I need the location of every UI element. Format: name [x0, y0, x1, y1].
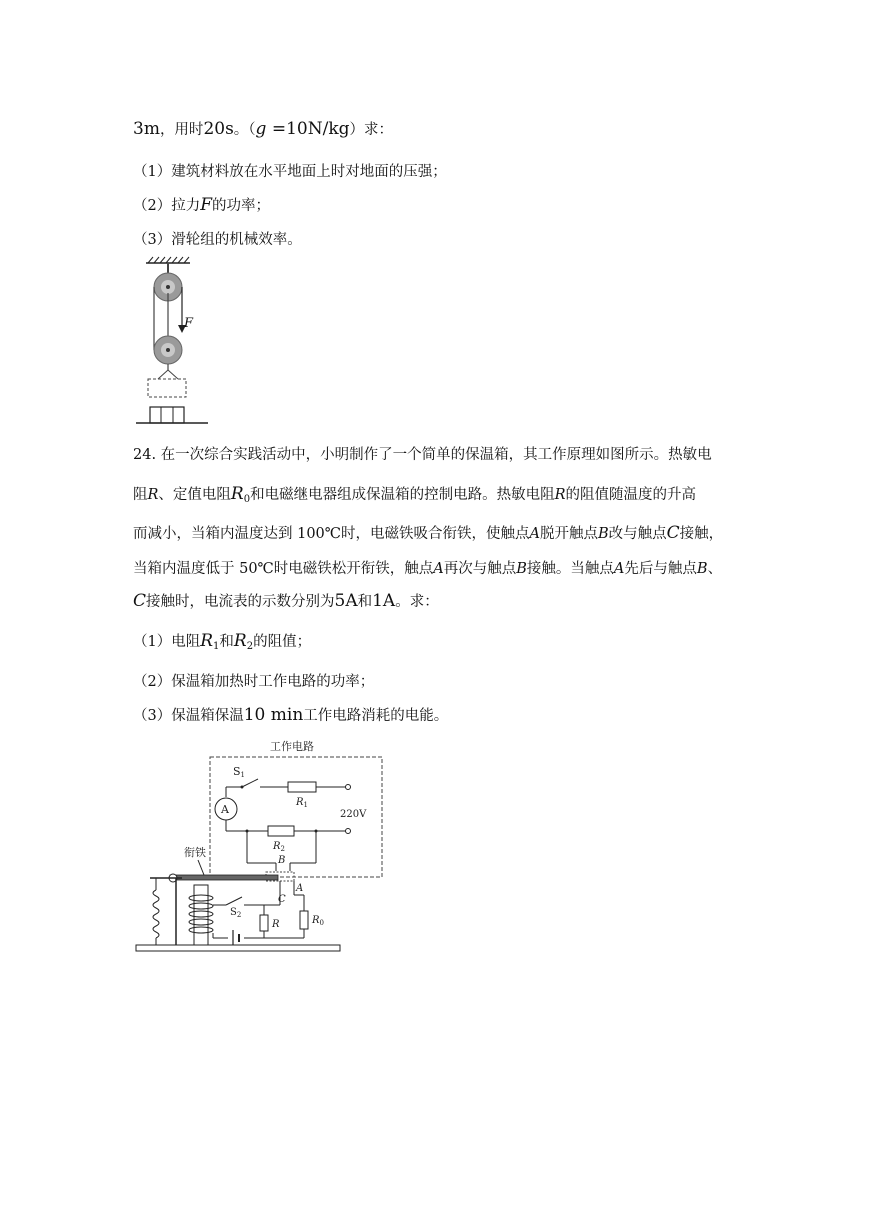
text: 0 — [243, 494, 251, 505]
text: ，用时 — [159, 122, 204, 138]
text: （1）电阻 — [133, 634, 201, 650]
resistor-r2 — [268, 826, 294, 836]
text: 10 min — [243, 705, 304, 725]
g-value: =10N/kg — [266, 119, 350, 139]
text: 1A — [372, 591, 396, 611]
problem23-question-2 — [133, 194, 270, 215]
spring — [153, 890, 159, 938]
text: R — [233, 631, 247, 651]
ammeter-label: A — [221, 803, 229, 816]
time-value: 20s — [203, 119, 234, 139]
text: R — [554, 487, 566, 503]
problem23-question-3: （3）滑轮组的机械效率。 — [133, 232, 302, 248]
thermistor-r-label: R — [272, 919, 280, 930]
text: B — [696, 561, 708, 577]
text: 、定值电阻 — [158, 487, 231, 503]
text: 当箱内温度低于 50℃时电磁铁松开衔铁，触点 — [133, 561, 434, 577]
text: 接触时，电流表的示数分别为 — [146, 594, 335, 610]
resistor-r0 — [300, 911, 308, 929]
base-board — [136, 945, 340, 951]
resistor-r2-label: $R_2$ — [273, 841, 285, 853]
problem23-question-1: （1）建筑材料放在水平地面上时对地面的压强； — [133, 164, 447, 180]
armature-bar — [170, 875, 278, 880]
contact-c-label: C — [278, 894, 286, 905]
problem23-intro-line — [133, 118, 393, 139]
problem24-line-4 — [133, 557, 722, 578]
distance-value: 3m — [133, 119, 160, 139]
problem24-line-3 — [133, 522, 723, 543]
text: ）求： — [349, 122, 394, 138]
text: 。求： — [395, 594, 439, 610]
text: 的阻值； — [253, 634, 312, 650]
work-circuit-title: 工作电路 — [270, 740, 314, 753]
resistor-r0-label: $R_0$ — [312, 915, 324, 927]
problem24-question-2: （2）保温箱加热时工作电路的功率； — [133, 674, 375, 690]
text: 的功率； — [212, 198, 271, 214]
text: 2 — [246, 641, 254, 652]
resistor-r1-label: $R_1$ — [296, 797, 308, 809]
switch-s1-label: S1 — [233, 765, 246, 779]
text: A — [613, 561, 625, 577]
load-dashed-box — [148, 379, 186, 397]
text: 工作电路消耗的电能。 — [303, 708, 449, 724]
text: 、 — [707, 561, 723, 577]
text: 阻 — [133, 487, 148, 503]
text: 。（ — [233, 122, 256, 138]
text: 和电磁继电器组成保温箱的控制电路。热敏电阻 — [250, 487, 555, 503]
text: 1 — [213, 641, 220, 652]
text: R — [147, 487, 159, 503]
electromagnet-core — [194, 885, 208, 945]
force-label: F — [184, 316, 194, 331]
text: 的阻值随温度的升高 — [565, 487, 697, 503]
problem24-question-3 — [133, 704, 448, 725]
armature-label: 衔铁 — [184, 846, 206, 859]
switch-s2-label: $S_2$ — [230, 907, 242, 919]
problem24-line-2 — [133, 483, 696, 505]
problem24-line-1: 24. 在一次综合实践活动中，小明制作了一个简单的保温箱，其工作原理如图所示。热敏电 — [133, 447, 712, 463]
text: 先后与触点 — [624, 561, 697, 577]
building-material — [150, 407, 184, 423]
text: B — [516, 561, 527, 577]
text: 和 — [219, 634, 234, 650]
contact-b-label: B — [278, 855, 286, 866]
text: 改与触点 — [608, 526, 667, 542]
force-symbol: F — [200, 195, 213, 215]
text: 接触， — [679, 526, 724, 542]
text: R — [230, 484, 244, 504]
text: 接触。当触点 — [526, 561, 614, 577]
text: 再次与触点 — [443, 561, 517, 577]
pulley-figure — [132, 255, 212, 425]
text: R — [200, 631, 214, 651]
text: A — [433, 561, 444, 577]
text: 脱开触点 — [540, 526, 598, 542]
voltage-label: 220V — [340, 809, 367, 820]
text: （2）拉力 — [133, 198, 201, 214]
problem24-line-5 — [133, 590, 439, 611]
problem24-question-1 — [133, 630, 311, 652]
text: 5A — [334, 591, 358, 611]
text: 和 — [357, 594, 373, 610]
text: C — [133, 591, 147, 611]
text: 而减小，当箱内温度达到 100℃时，电磁铁吸合衔铁，使触点 — [133, 526, 530, 542]
text: C — [666, 523, 680, 543]
circuit-figure — [130, 735, 390, 960]
thermistor-r — [260, 915, 268, 931]
text: B — [598, 526, 609, 542]
text: A — [529, 526, 540, 542]
g-symbol: g — [255, 119, 267, 139]
contact-a-label: A — [296, 883, 304, 894]
resistor-r1 — [288, 782, 316, 792]
text: （3）保温箱保温 — [133, 708, 244, 724]
